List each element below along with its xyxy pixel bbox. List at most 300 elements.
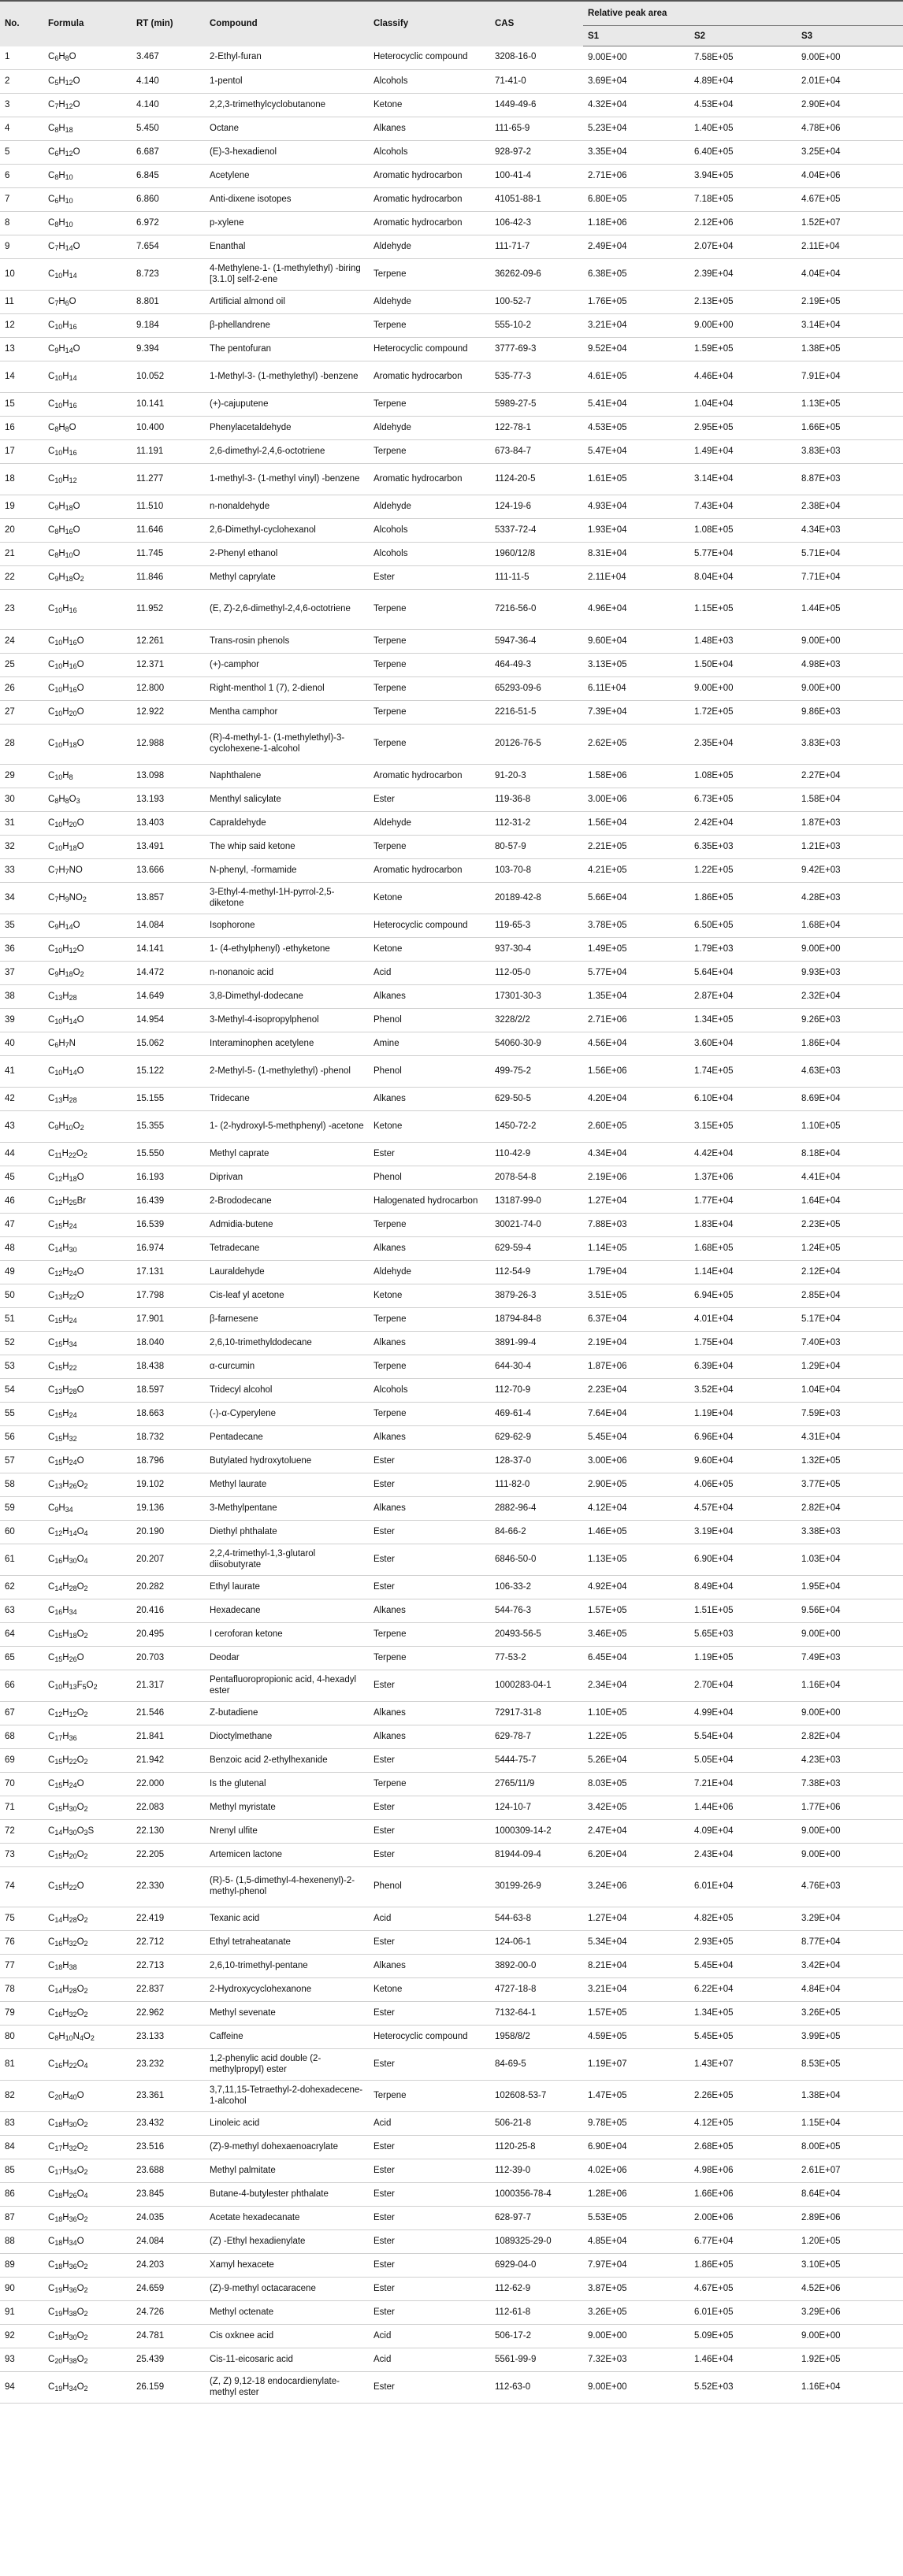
cell-cas: 80-57-9 bbox=[490, 836, 583, 859]
cell-formula: $C_{15}H_{24}O$ bbox=[43, 1450, 132, 1473]
cell-compound: Capraldehyde bbox=[205, 812, 369, 836]
cell-s2: 5.05E+04 bbox=[689, 1749, 797, 1773]
cell-s3: 1.16E+04 bbox=[797, 1670, 903, 1702]
cell-s1: 1.56E+06 bbox=[583, 1056, 689, 1088]
cell-s2: 6.01E+04 bbox=[689, 1867, 797, 1907]
cell-formula: $C_{15}H_{18}O_2$ bbox=[43, 1623, 132, 1647]
cell-s2: 1.74E+05 bbox=[689, 1056, 797, 1088]
cell-s2: 1.59E+05 bbox=[689, 338, 797, 361]
cell-s2: 1.19E+05 bbox=[689, 1647, 797, 1670]
cell-s2: 1.34E+05 bbox=[689, 2002, 797, 2026]
cell-rt: 23.432 bbox=[132, 2112, 205, 2136]
cell-classify: Heterocyclic compound bbox=[369, 914, 490, 938]
table-row bbox=[0, 2230, 903, 2254]
cell-s1: 5.53E+05 bbox=[583, 2207, 689, 2230]
cell-cas: 13187-99-0 bbox=[490, 1190, 583, 1214]
table-row bbox=[0, 2254, 903, 2278]
cell-s3: 8.00E+05 bbox=[797, 2136, 903, 2159]
cell-s1: 2.71E+06 bbox=[583, 1009, 689, 1032]
cell-compound: Cis-leaf yl acetone bbox=[205, 1284, 369, 1308]
table-row bbox=[0, 2026, 903, 2049]
cell-classify: Ester bbox=[369, 1796, 490, 1820]
cell-classify: Terpene bbox=[369, 1403, 490, 1426]
cell-s3: 7.71E+04 bbox=[797, 566, 903, 590]
cell-classify: Terpene bbox=[369, 1647, 490, 1670]
cell-formula: $C_{15}H_{24}$ bbox=[43, 1403, 132, 1426]
cell-rt: 13.403 bbox=[132, 812, 205, 836]
cell-s3: 9.00E+00 bbox=[797, 630, 903, 654]
cell-compound: Methyl octenate bbox=[205, 2301, 369, 2325]
table-row bbox=[0, 165, 903, 188]
cell-formula: $C_{10}H_{16}$ bbox=[43, 393, 132, 417]
table-row bbox=[0, 338, 903, 361]
cell-no: 63 bbox=[0, 1599, 43, 1623]
table-row bbox=[0, 1088, 903, 1111]
cell-s1: 3.46E+05 bbox=[583, 1623, 689, 1647]
cell-cas: 119-65-3 bbox=[490, 914, 583, 938]
table-row bbox=[0, 1521, 903, 1544]
cell-s2: 5.77E+04 bbox=[689, 543, 797, 566]
cell-formula: $C_8H_{10}$ bbox=[43, 165, 132, 188]
cell-classify: Alkanes bbox=[369, 1702, 490, 1725]
table-row bbox=[0, 1647, 903, 1670]
cell-s1: 7.39E+04 bbox=[583, 701, 689, 725]
cell-s3: 3.26E+05 bbox=[797, 2002, 903, 2026]
cell-rt: 11.277 bbox=[132, 464, 205, 495]
cell-compound: Artemicen lactone bbox=[205, 1844, 369, 1867]
cell-no: 86 bbox=[0, 2183, 43, 2207]
cell-compound: 1-pentol bbox=[205, 70, 369, 94]
cell-cas: 128-37-0 bbox=[490, 1450, 583, 1473]
cell-rt: 22.712 bbox=[132, 1931, 205, 1955]
cell-rt: 22.962 bbox=[132, 2002, 205, 2026]
table-row bbox=[0, 1907, 903, 1931]
cell-classify: Aromatic hydrocarbon bbox=[369, 212, 490, 235]
cell-s1: 7.64E+04 bbox=[583, 1403, 689, 1426]
cell-no: 15 bbox=[0, 393, 43, 417]
cell-cas: 84-66-2 bbox=[490, 1521, 583, 1544]
cell-compound: Pentafluoropropionic acid, 4-hexadyl ester bbox=[205, 1670, 369, 1702]
cell-no: 76 bbox=[0, 1931, 43, 1955]
cell-s1: 4.93E+04 bbox=[583, 495, 689, 519]
cell-classify: Heterocyclic compound bbox=[369, 338, 490, 361]
cell-classify: Ester bbox=[369, 788, 490, 812]
table-row bbox=[0, 2159, 903, 2183]
table-row bbox=[0, 2081, 903, 2112]
cell-s2: 2.70E+04 bbox=[689, 1670, 797, 1702]
cell-s3: 2.38E+04 bbox=[797, 495, 903, 519]
cell-formula: $C_5H_{12}O$ bbox=[43, 70, 132, 94]
cell-s2: 6.90E+04 bbox=[689, 1544, 797, 1576]
cell-s2: 1.04E+04 bbox=[689, 393, 797, 417]
cell-cas: 20493-56-5 bbox=[490, 1623, 583, 1647]
cell-s3: 4.23E+03 bbox=[797, 1749, 903, 1773]
cell-classify: Ketone bbox=[369, 938, 490, 962]
cell-classify: Alkanes bbox=[369, 1426, 490, 1450]
cell-compound: 1,2-phenylic acid double (2-methylpropyl) ester bbox=[205, 2049, 369, 2081]
cell-compound: Cis oxknee acid bbox=[205, 2325, 369, 2348]
cell-rt: 14.954 bbox=[132, 1009, 205, 1032]
cell-rt: 18.438 bbox=[132, 1355, 205, 1379]
table-row bbox=[0, 1820, 903, 1844]
cell-s2: 1.40E+05 bbox=[689, 117, 797, 141]
cell-compound: Nrenyl ulfite bbox=[205, 1820, 369, 1844]
cell-compound: Admidia-butene bbox=[205, 1214, 369, 1237]
cell-no: 40 bbox=[0, 1032, 43, 1056]
cell-classify: Aldehyde bbox=[369, 235, 490, 259]
cell-classify: Terpene bbox=[369, 1214, 490, 1237]
table-row bbox=[0, 590, 903, 630]
cell-s2: 1.22E+05 bbox=[689, 859, 797, 883]
cell-s2: 7.43E+04 bbox=[689, 495, 797, 519]
cell-s1: 2.23E+04 bbox=[583, 1379, 689, 1403]
cell-s2: 6.22E+04 bbox=[689, 1978, 797, 2002]
table-row bbox=[0, 117, 903, 141]
cell-cas: 1120-25-8 bbox=[490, 2136, 583, 2159]
cell-compound: The whip said ketone bbox=[205, 836, 369, 859]
table-row bbox=[0, 2301, 903, 2325]
cell-s1: 1.58E+06 bbox=[583, 765, 689, 788]
table-row bbox=[0, 938, 903, 962]
cell-s1: 4.53E+05 bbox=[583, 417, 689, 440]
cell-rt: 18.597 bbox=[132, 1379, 205, 1403]
cell-cas: 1000309-14-2 bbox=[490, 1820, 583, 1844]
cell-s2: 2.87E+04 bbox=[689, 985, 797, 1009]
cell-rt: 20.703 bbox=[132, 1647, 205, 1670]
cell-no: 62 bbox=[0, 1576, 43, 1599]
cell-cas: 4727-18-8 bbox=[490, 1978, 583, 2002]
cell-rt: 11.191 bbox=[132, 440, 205, 464]
cell-classify: Alcohols bbox=[369, 543, 490, 566]
cell-compound: Artificial almond oil bbox=[205, 291, 369, 314]
cell-classify: Amine bbox=[369, 1032, 490, 1056]
table-row bbox=[0, 566, 903, 590]
table-row bbox=[0, 1379, 903, 1403]
cell-rt: 22.130 bbox=[132, 1820, 205, 1844]
cell-no: 88 bbox=[0, 2230, 43, 2254]
cell-s1: 7.88E+03 bbox=[583, 1214, 689, 1237]
cell-no: 74 bbox=[0, 1867, 43, 1907]
cell-rt: 21.317 bbox=[132, 1670, 205, 1702]
cell-s2: 1.86E+05 bbox=[689, 2254, 797, 2278]
header-s2: S2 bbox=[689, 26, 797, 46]
cell-s1: 1.18E+06 bbox=[583, 212, 689, 235]
cell-s3: 2.11E+04 bbox=[797, 235, 903, 259]
cell-rt: 22.330 bbox=[132, 1867, 205, 1907]
cell-s1: 3.24E+06 bbox=[583, 1867, 689, 1907]
cell-s1: 1.35E+04 bbox=[583, 985, 689, 1009]
cell-no: 75 bbox=[0, 1907, 43, 1931]
cell-no: 42 bbox=[0, 1088, 43, 1111]
cell-s3: 1.10E+05 bbox=[797, 1111, 903, 1143]
cell-s3: 9.00E+00 bbox=[797, 1623, 903, 1647]
cell-no: 49 bbox=[0, 1261, 43, 1284]
cell-cas: 2078-54-8 bbox=[490, 1166, 583, 1190]
cell-compound: Ethyl laurate bbox=[205, 1576, 369, 1599]
cell-s1: 6.90E+04 bbox=[583, 2136, 689, 2159]
cell-s1: 1.28E+06 bbox=[583, 2183, 689, 2207]
cell-no: 17 bbox=[0, 440, 43, 464]
cell-s3: 9.00E+00 bbox=[797, 2325, 903, 2348]
cell-classify: Acid bbox=[369, 2112, 490, 2136]
cell-s2: 3.14E+04 bbox=[689, 464, 797, 495]
cell-s2: 4.98E+06 bbox=[689, 2159, 797, 2183]
cell-no: 24 bbox=[0, 630, 43, 654]
cell-s3: 9.00E+00 bbox=[797, 1702, 903, 1725]
cell-formula: $C_{10}H_{16}O$ bbox=[43, 630, 132, 654]
cell-compound: Ethyl tetraheatanate bbox=[205, 1931, 369, 1955]
cell-rt: 11.846 bbox=[132, 566, 205, 590]
cell-s1: 1.14E+05 bbox=[583, 1237, 689, 1261]
cell-cas: 54060-30-9 bbox=[490, 1032, 583, 1056]
cell-formula: $C_9H_{10}O_2$ bbox=[43, 1111, 132, 1143]
cell-formula: $C_{16}H_{30}O_4$ bbox=[43, 1544, 132, 1576]
cell-compound: (+)-camphor bbox=[205, 654, 369, 677]
cell-s2: 5.52E+03 bbox=[689, 2372, 797, 2404]
cell-cas: 112-31-2 bbox=[490, 812, 583, 836]
cell-s3: 8.77E+04 bbox=[797, 1931, 903, 1955]
cell-classify: Ketone bbox=[369, 1978, 490, 2002]
cell-compound: Butylated hydroxytoluene bbox=[205, 1450, 369, 1473]
cell-formula: $C_{10}H_{18}O$ bbox=[43, 725, 132, 765]
cell-s1: 2.19E+06 bbox=[583, 1166, 689, 1190]
cell-s1: 5.77E+04 bbox=[583, 962, 689, 985]
cell-cas: 106-42-3 bbox=[490, 212, 583, 235]
cell-formula: $C_8H_{10}$ bbox=[43, 212, 132, 235]
cell-s1: 1.22E+05 bbox=[583, 1725, 689, 1749]
cell-compound: 2,2,4-trimethyl-1,3-glutarol diisobutyrate bbox=[205, 1544, 369, 1576]
cell-classify: Alcohols bbox=[369, 70, 490, 94]
cell-compound: β-phellandrene bbox=[205, 314, 369, 338]
cell-classify: Ester bbox=[369, 1450, 490, 1473]
cell-compound: 3,8-Dimethyl-dodecane bbox=[205, 985, 369, 1009]
cell-formula: $C_6H_8O$ bbox=[43, 46, 132, 70]
cell-classify: Ester bbox=[369, 1143, 490, 1166]
cell-classify: Ester bbox=[369, 2002, 490, 2026]
cell-s2: 1.08E+05 bbox=[689, 765, 797, 788]
cell-cas: 1000283-04-1 bbox=[490, 1670, 583, 1702]
cell-cas: 544-76-3 bbox=[490, 1599, 583, 1623]
cell-no: 36 bbox=[0, 938, 43, 962]
cell-classify: Ester bbox=[369, 2230, 490, 2254]
cell-rt: 22.837 bbox=[132, 1978, 205, 2002]
cell-s3: 7.59E+03 bbox=[797, 1403, 903, 1426]
cell-s1: 9.52E+04 bbox=[583, 338, 689, 361]
cell-no: 91 bbox=[0, 2301, 43, 2325]
table-row bbox=[0, 1403, 903, 1426]
cell-compound: Z-butadiene bbox=[205, 1702, 369, 1725]
cell-s3: 9.00E+00 bbox=[797, 1844, 903, 1867]
cell-s2: 4.42E+04 bbox=[689, 1143, 797, 1166]
cell-s2: 4.82E+05 bbox=[689, 1907, 797, 1931]
cell-compound: 2-Methyl-5- (1-methylethyl) -phenol bbox=[205, 1056, 369, 1088]
cell-s3: 1.03E+04 bbox=[797, 1544, 903, 1576]
cell-formula: $C_{10}H_{14}$ bbox=[43, 259, 132, 291]
cell-no: 1 bbox=[0, 46, 43, 70]
cell-no: 92 bbox=[0, 2325, 43, 2348]
cell-rt: 3.467 bbox=[132, 46, 205, 70]
cell-rt: 11.952 bbox=[132, 590, 205, 630]
cell-cas: 1124-20-5 bbox=[490, 464, 583, 495]
cell-cas: 1450-72-2 bbox=[490, 1111, 583, 1143]
cell-no: 13 bbox=[0, 338, 43, 361]
cell-s2: 1.49E+04 bbox=[689, 440, 797, 464]
cell-s3: 8.87E+03 bbox=[797, 464, 903, 495]
cell-s3: 4.98E+03 bbox=[797, 654, 903, 677]
cell-cas: 3228/2/2 bbox=[490, 1009, 583, 1032]
cell-cas: 77-53-2 bbox=[490, 1647, 583, 1670]
cell-no: 5 bbox=[0, 141, 43, 165]
cell-classify: Alkanes bbox=[369, 1599, 490, 1623]
cell-cas: 103-70-8 bbox=[490, 859, 583, 883]
cell-s2: 1.43E+07 bbox=[689, 2049, 797, 2081]
cell-no: 18 bbox=[0, 464, 43, 495]
cell-s3: 2.12E+04 bbox=[797, 1261, 903, 1284]
cell-cas: 65293-09-6 bbox=[490, 677, 583, 701]
table-row bbox=[0, 1497, 903, 1521]
cell-classify: Ester bbox=[369, 2254, 490, 2278]
cell-cas: 3891-99-4 bbox=[490, 1332, 583, 1355]
cell-s2: 1.34E+05 bbox=[689, 1009, 797, 1032]
cell-cas: 629-78-7 bbox=[490, 1725, 583, 1749]
cell-no: 37 bbox=[0, 962, 43, 985]
cell-classify: Aldehyde bbox=[369, 1261, 490, 1284]
cell-rt: 16.974 bbox=[132, 1237, 205, 1261]
cell-s1: 2.49E+04 bbox=[583, 235, 689, 259]
cell-classify: Heterocyclic compound bbox=[369, 2026, 490, 2049]
table-row bbox=[0, 212, 903, 235]
cell-rt: 22.713 bbox=[132, 1955, 205, 1978]
cell-compound: Diethyl phthalate bbox=[205, 1521, 369, 1544]
cell-s3: 1.04E+04 bbox=[797, 1379, 903, 1403]
cell-s1: 1.56E+04 bbox=[583, 812, 689, 836]
cell-no: 55 bbox=[0, 1403, 43, 1426]
cell-s3: 1.52E+07 bbox=[797, 212, 903, 235]
cell-no: 31 bbox=[0, 812, 43, 836]
cell-cas: 111-71-7 bbox=[490, 235, 583, 259]
cell-no: 66 bbox=[0, 1670, 43, 1702]
cell-compound: (E, Z)-2,6-dimethyl-2,4,6-octotriene bbox=[205, 590, 369, 630]
cell-classify: Acid bbox=[369, 1907, 490, 1931]
cell-no: 53 bbox=[0, 1355, 43, 1379]
cell-s3: 1.68E+04 bbox=[797, 914, 903, 938]
cell-classify: Terpene bbox=[369, 630, 490, 654]
cell-s2: 1.83E+04 bbox=[689, 1214, 797, 1237]
table-row bbox=[0, 2049, 903, 2081]
cell-formula: $C_{16}H_{32}O_2$ bbox=[43, 2002, 132, 2026]
cell-no: 29 bbox=[0, 765, 43, 788]
cell-formula: $C_{15}H_{30}O_2$ bbox=[43, 1796, 132, 1820]
cell-s2: 4.57E+04 bbox=[689, 1497, 797, 1521]
cell-rt: 11.646 bbox=[132, 519, 205, 543]
cell-cas: 17301-30-3 bbox=[490, 985, 583, 1009]
cell-no: 21 bbox=[0, 543, 43, 566]
cell-s2: 5.65E+03 bbox=[689, 1623, 797, 1647]
cell-cas: 506-21-8 bbox=[490, 2112, 583, 2136]
cell-classify: Phenol bbox=[369, 1867, 490, 1907]
cell-no: 39 bbox=[0, 1009, 43, 1032]
cell-s3: 4.67E+05 bbox=[797, 188, 903, 212]
cell-no: 8 bbox=[0, 212, 43, 235]
cell-formula: $C_8H_8O_3$ bbox=[43, 788, 132, 812]
cell-classify: Ester bbox=[369, 1931, 490, 1955]
cell-cas: 122-78-1 bbox=[490, 417, 583, 440]
cell-s2: 9.00E+00 bbox=[689, 677, 797, 701]
cell-s3: 4.28E+03 bbox=[797, 883, 903, 914]
cell-s2: 1.14E+04 bbox=[689, 1261, 797, 1284]
cell-rt: 22.000 bbox=[132, 1773, 205, 1796]
cell-s2: 1.79E+03 bbox=[689, 938, 797, 962]
cell-s2: 6.40E+05 bbox=[689, 141, 797, 165]
table-row bbox=[0, 1796, 903, 1820]
cell-rt: 24.726 bbox=[132, 2301, 205, 2325]
cell-s1: 1.76E+05 bbox=[583, 291, 689, 314]
cell-formula: $C_{15}H_{24}O$ bbox=[43, 1773, 132, 1796]
cell-cas: 937-30-4 bbox=[490, 938, 583, 962]
cell-formula: $C_{19}H_{36}O_2$ bbox=[43, 2278, 132, 2301]
table-row bbox=[0, 1308, 903, 1332]
cell-rt: 13.666 bbox=[132, 859, 205, 883]
cell-no: 64 bbox=[0, 1623, 43, 1647]
table-row bbox=[0, 1143, 903, 1166]
cell-classify: Alkanes bbox=[369, 985, 490, 1009]
cell-cas: 499-75-2 bbox=[490, 1056, 583, 1088]
cell-s3: 4.34E+03 bbox=[797, 519, 903, 543]
cell-classify: Acid bbox=[369, 2348, 490, 2372]
cell-s3: 7.38E+03 bbox=[797, 1773, 903, 1796]
table-row bbox=[0, 836, 903, 859]
cell-formula: $C_{13}H_{28}O$ bbox=[43, 1379, 132, 1403]
cell-s3: 3.77E+05 bbox=[797, 1473, 903, 1497]
cell-cas: 100-41-4 bbox=[490, 165, 583, 188]
cell-formula: $C_{12}H_{14}O_4$ bbox=[43, 1521, 132, 1544]
table-row bbox=[0, 1166, 903, 1190]
cell-formula: $C_9H_{18}O_2$ bbox=[43, 962, 132, 985]
cell-s1: 2.21E+05 bbox=[583, 836, 689, 859]
cell-formula: $C_{18}H_{30}O_2$ bbox=[43, 2325, 132, 2348]
cell-no: 89 bbox=[0, 2254, 43, 2278]
cell-no: 72 bbox=[0, 1820, 43, 1844]
cell-formula: $C_{17}H_{34}O_2$ bbox=[43, 2159, 132, 2183]
cell-rt: 23.361 bbox=[132, 2081, 205, 2112]
cell-s3: 2.89E+06 bbox=[797, 2207, 903, 2230]
table-row bbox=[0, 1261, 903, 1284]
cell-compound: (Z) -Ethyl hexadienylate bbox=[205, 2230, 369, 2254]
cell-classify: Acid bbox=[369, 962, 490, 985]
cell-s3: 1.16E+04 bbox=[797, 2372, 903, 2404]
cell-classify: Ester bbox=[369, 1576, 490, 1599]
cell-s1: 9.00E+00 bbox=[583, 46, 689, 70]
cell-compound: Deodar bbox=[205, 1647, 369, 1670]
cell-no: 65 bbox=[0, 1647, 43, 1670]
cell-cas: 124-06-1 bbox=[490, 1931, 583, 1955]
cell-s3: 1.15E+04 bbox=[797, 2112, 903, 2136]
cell-s3: 8.53E+05 bbox=[797, 2049, 903, 2081]
cell-compound: Is the glutenal bbox=[205, 1773, 369, 1796]
cell-s1: 1.87E+06 bbox=[583, 1355, 689, 1379]
cell-compound: Menthyl salicylate bbox=[205, 788, 369, 812]
table-row bbox=[0, 1544, 903, 1576]
cell-formula: $C_{15}H_{26}O$ bbox=[43, 1647, 132, 1670]
cell-compound: Tridecane bbox=[205, 1088, 369, 1111]
header-cas: CAS bbox=[490, 1, 583, 46]
cell-formula: $C_{12}H_{18}O$ bbox=[43, 1166, 132, 1190]
table-row bbox=[0, 677, 903, 701]
header-classify: Classify bbox=[369, 1, 490, 46]
cell-cas: 2216-51-5 bbox=[490, 701, 583, 725]
cell-cas: 30199-26-9 bbox=[490, 1867, 583, 1907]
cell-no: 83 bbox=[0, 2112, 43, 2136]
